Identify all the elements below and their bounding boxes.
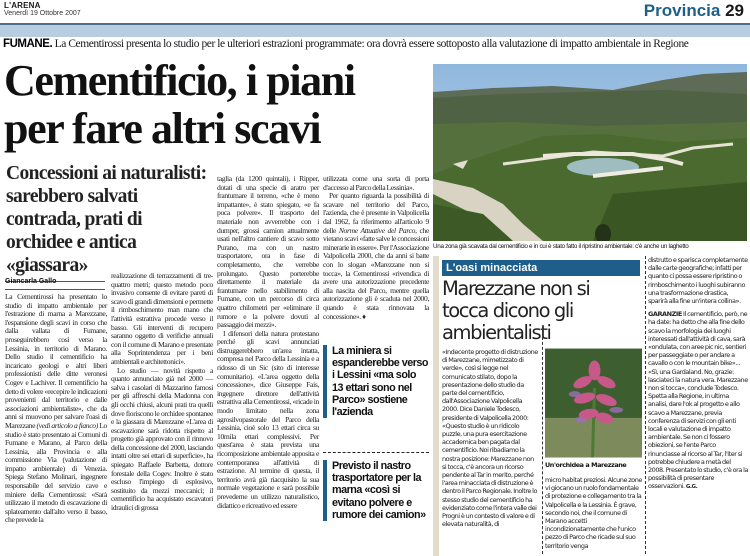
quarry-photo (433, 64, 747, 241)
headline-line-2: per fare altri scavi (4, 104, 321, 153)
quarry-landscape-image (433, 64, 747, 241)
article-paragraph: realizzazione di terrazzamenti di tre-quattro metri; questo metodo poco invasivo consente di evitare pareti di scavo di grandi dimensioni e permette il rimboschimento man mano che l'attività estrattiva procede verso il basso. Gli interventi di recupero saranno oggetto di verifiche annuali con il comune di Marano e presentate alla Soprintendenza per i beni ambientali e architettonici». (111, 271, 213, 366)
article-column-3 (217, 175, 319, 510)
article-column-1 (5, 293, 107, 525)
byline: Giancarla Gallo (5, 278, 57, 285)
article-paragraph (5, 293, 107, 525)
article-paragraph (323, 192, 429, 321)
article-italic-text: Norme Attuative del Parco (338, 225, 416, 235)
paragraph-lead: GARANZIE (648, 310, 682, 319)
masthead (4, 2, 81, 17)
sidebar-section-label: L'oasi minacciata (442, 260, 640, 276)
column-divider (645, 256, 646, 554)
article-text: Per quanto riguarda la possibilità di scavare nel territorio del Parco, l'azienda, che è presente in Valpolicella dal 1962, fa riferimento all'articolo 9 delle (323, 191, 429, 235)
subheadline: Concessioni ai naturalisti: sarebbero salvati contrada, prati di orchidee e antica «giassara» (6, 163, 207, 276)
sidebar-column-2: micro habitat preziosi. Alcune zone vi giocano un ruolo fondamentale di protezione e collegamento tra la Valpolicella e la Lessinia. È grave, secondo noi, che il comune di Marano accetti incondizionatamente che l'unico pezzo di Parco che ricade sul suo territorio venga (545, 476, 642, 550)
sidebar-paragraph: distrutto e sparisca completamente dalle carte geografiche; infatti per quanto ci possa essere ripristino o rimboschimento i luoghi subiranno una trasformazione drastica, sparirà alla fine un'intera collina». (648, 256, 748, 306)
pull-quote-divider (323, 452, 429, 453)
article-text: La Cementirossi ha presentato lo studio di impatto ambientale per l'estrazione di marna a Marezzane, l'espansione degli scavi in corso che dalla vallata di Fumane, proseguirebbero così verso la Lessinia, in territorio di Marano. Dello studio il cementificio ha incaricato geologi e altri liberi professionisti delle ditte veronesi Cogev e Lachiver. Il cementificio ha detto di volere «recepire le indicazioni provenienti dal territorio e dalle associazioni ambientaliste», che da anni si muovono per salvare l'oasi di Marezzane (5, 292, 107, 430)
sidebar-paragraph (648, 310, 748, 491)
sidebar-stripe (433, 256, 439, 556)
article-column-4 (323, 175, 429, 321)
article-cross-reference: (vedi articolo a fianco) (36, 420, 98, 430)
top-band (0, 25, 750, 37)
sidebar-headline: Marezzane non si tocca dicono gli ambientalisti (442, 277, 590, 344)
column-divider (542, 327, 543, 554)
author-signature: G.G. (685, 484, 698, 491)
newspaper-logo: L'ARENA (4, 1, 41, 10)
issue-date: Venerdì 19 Ottobre 2007 (4, 10, 81, 17)
kicker-text: La Cementirossi presenta lo studio per le ulteriori estrazioni programmate: ora dovrà essere sottoposto alla valutazione di impatto ambientale in Regione (52, 38, 689, 50)
headline-line-1: Cementificio, i piani (4, 56, 355, 105)
sidebar-column-1: «Indecente progetto di distruzione di Marezzane, mimetizzato di verde», così si legge nel comunicato stilato, dopo la presentazione dello studio da parte del cementificio, dall'Associazione Valpolicella 2000. Dice Daniele Todesco, presidente di Valpolicella 2000: «Questo studio è un ridicolo puzzle, una pura esercitazione accademica ben pagata dal cementificio. Noi ribadiamo la nostra posizione: Marezzane non si tocca, c'è ancora un ricorso pendente al Tar in merito, perché l'area minacciata di distruzione è dentro il Parco Regionale. Inoltre lo stesso studio del cementificio ha evidenziato come l'intera valle dei Progni è un contesto di valore e di elevata naturalità, di (442, 348, 538, 529)
headline (4, 57, 432, 153)
article-paragraph: utilizzata come una sorta di porta d'accesso al Parco della Lessinia». (323, 174, 429, 192)
kicker-location: FUMANE. (3, 38, 53, 50)
section-tag (644, 1, 744, 21)
kicker (3, 38, 747, 50)
article-text: , che vietano scavi «fatte salve le concessioni minerarie in essere». Per l'Associazione Valpolicella 2000, che da anni si batte con lo slogan «Marezzane non si tocca», la Cementirossi «rivendica di avere una autorizzazione precedente alla nascita del Parco, mentre quella autorizzazione gli è scaduta nel 2000, quando è stata rinnovata la concessione». ♦ (323, 225, 429, 321)
article-paragraph: I difensori della natura protestano perché gli scavi annunciati distruggerebbero un'area intatta, compresa nel Parco della Lessinia e a ridosso di un Sic (sito di interesse comunitario). «L'area oggetto della concessione», dice Giuseppe Fais, ingegnere direttore dell'attività estrattiva alla Cementirossi, «ricade in modo limitato nella zona agrosilvopastorale del Parco della Lessinia, cioè solo 13 ettari circa su 10mila ettari complessivi. Per quest'area è stata prevista una ricomposizione ambientale apposita e contemporanea all'attività di estrazione. Al termine di questa, il territorio avrà già riacquisito la sua normale vegetazione e sarà possibile prevederne un utilizzo naturalistico, didattico e ricreativo ed essere (217, 328, 319, 510)
section-name: Provincia (643, 1, 721, 20)
orchid-image (545, 348, 642, 458)
photo-caption: Una zona già scavata dal cementificio e in cui è stato fatto il ripristino ambientale: c'è anche un laghetto (433, 243, 689, 250)
article-paragraph: taglia (da 1200 quintali), i Ripper, dotati di una specie di aratro per frantumare il terreno, «che è meno impattante», è stato spiegato, «e fa poca polvere». Il trasporto del materiale non avverrebbe con i dumper, grossi camion attualmente usati nell'altro cantiere di scavo sotto Purano, ma con un nastro trasportatore, ora in fase di completamento, che verrebbe prolungato. Questo porterebbe direttamente il materiale da frantumare nello stabilimento di Fumane, con un percorso di circa quattro chilometri per «eliminare il rumore e la polvere dovuti al passaggio dei mezzi». (217, 174, 319, 330)
byline-rule (5, 289, 105, 290)
pull-quote: Previsto il nastro trasportatore per la marna «così si evitano polvere e rumore dei camion» (323, 460, 429, 521)
pull-quote: La miniera si espanderebbe verso i Lessini «ma solo 13 ettari sono nel Parco» sostiene l'azienda (323, 345, 429, 418)
page-number: 29 (725, 1, 744, 20)
article-column-2 (111, 272, 213, 513)
sidebar-column-3 (648, 256, 748, 492)
orchid-photo (545, 348, 642, 458)
article-text: Lo studio è stato presentato ai Comuni di Fumane e Marano, al Parco della Lessinia, alla Provincia e alla commissione Via (valutazione di impatto ambientale) di Venezia. Spiega Stefano Molinari, ingegnere responsabile del servizio cave e miniere della Cementirossi: «Sarà utilizzato il metodo di escavazione di splateamento dall'alto verso il basso, che prevede la (5, 420, 107, 525)
sidebar-text: Il cementificio, però, ne ha date: ha detto che alla fine dello scavo la morfologia dei luoghi interessati dall'attività di cava, sarà «ondulata, con aree pic nic, sentieri per passeggiate o per andare a cavallo o con le mountain bike»... «Sì, una Gardaland. No, grazie: lasciateci la natura vera. Marezzane non si tocca», conclude Todesco. Spetta alla Regione, in ultima analisi, dare l'ok al progetto e allo scavo a Marezzane, previa conferenza di servizi con gli enti locali e valutazione di impatto ambientale. Se non ci fossero obiezioni, se l'ente Parco rinunciasse al ricorso al Tar, l'iter si potrebbe chiudere a metà del 2008. Presentato lo studio, c'è ora la possibilità di presentare osservazioni. (648, 310, 748, 491)
orchid-caption: Un'orchidea a Marezzane (545, 461, 627, 469)
article-paragraph: Lo studio — novità rispetto a quanto annunciato già nel 2000 — salva i casolari di Mazzarino famosi per gli affreschi della Madonna con gli occhi chiusi, alcuni prati tra quelli dove fioriscono le orchidee spontanee e la giassara di Marezzane «L'area di escavazione sarà ridotta rispetto al progetto già approvato con il rinnovo della concessione del 2000, lasciando intatti oltre sei ettari di superficie», ha spiegato Raffaele Barbetta, dottore forestale della Cogev. Inoltre è stato escluso l'impiego di esplosivo, sostituito da mezzi meccanici; il cementificio ha acquistato escavatori idraulici di grossa (111, 365, 213, 513)
